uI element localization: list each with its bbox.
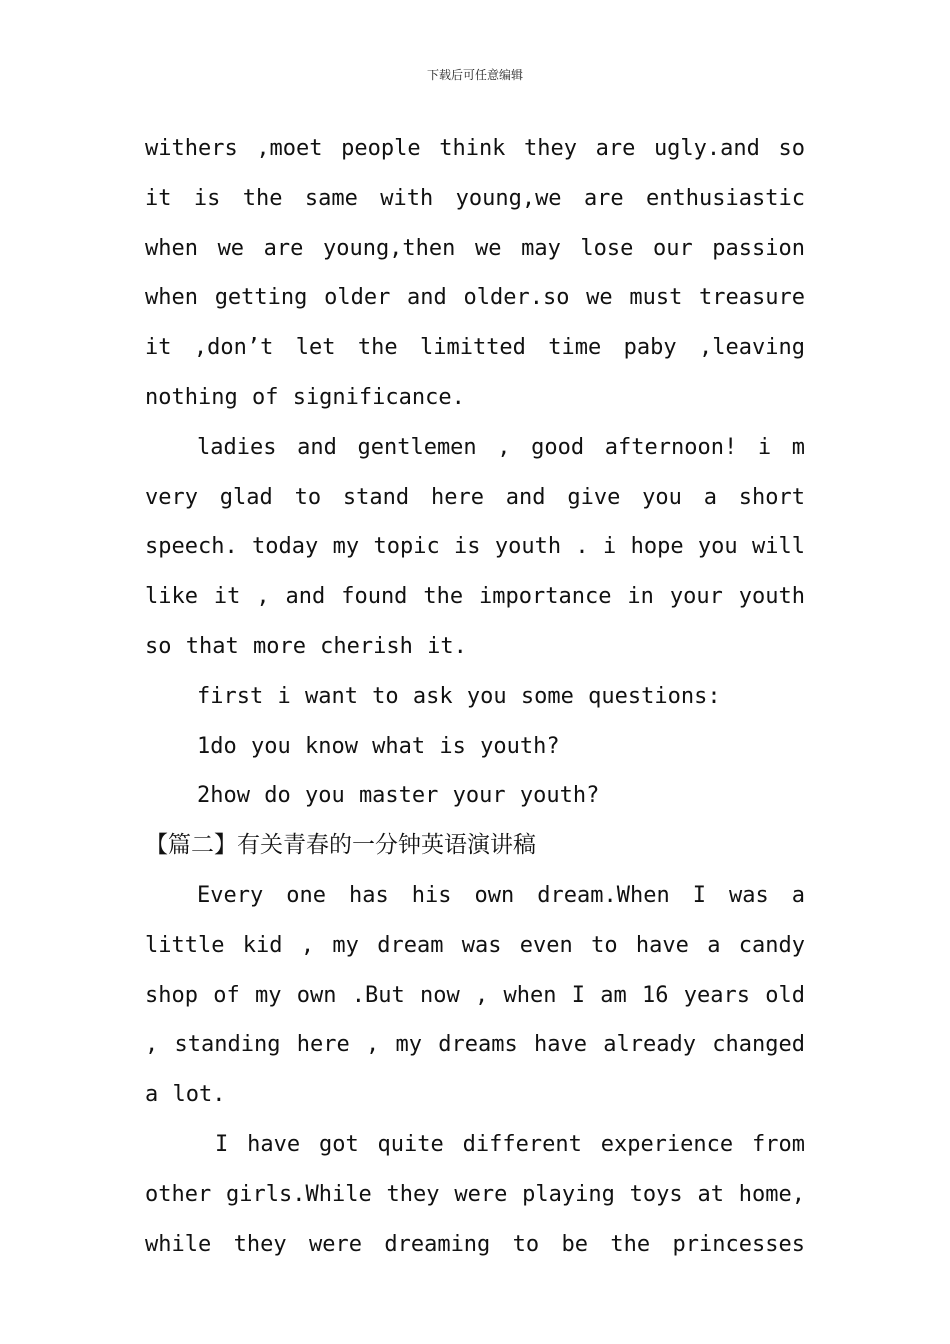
section-heading: 【篇二】有关青春的一分钟英语演讲稿: [145, 832, 536, 859]
paragraph-greeting: ladies and gentlemen , good afternoon! i m very glad to stand here and give you a short speech. today my topic is youth . i hope you will like it , and found the importance in your youth so that more cherish it.: [145, 434, 805, 659]
document-body: [145, 124, 805, 1269]
paragraph-question-1: 1do you know what is youth?: [197, 733, 560, 759]
paragraph-withers: withers ,moet people think they are ugly.and so it is the same with young,we are enthusiastic when we are young,then we may lose our passion when getting older and older.so we must treasure it ,don’t let the limitted time paby ,leaving nothing of significance.: [145, 136, 805, 410]
paragraph-question-2: 2how do you master your youth?: [197, 783, 600, 809]
paragraph-dream: Every one has his own dream.When I was a little kid , my dream was even to have a candy shop of my own .But now , when I am 16 years old , standing here , my dreams have already changed a lot.: [145, 882, 805, 1108]
paragraph-experience: I have got quite different experience from other girls.While they were playing toys at home, while they were dreaming to be the princesses: [145, 1131, 805, 1257]
page-header: 下载后可任意编辑: [426, 68, 523, 82]
paragraph-questions-intro: first i want to ask you some questions:: [197, 683, 721, 709]
